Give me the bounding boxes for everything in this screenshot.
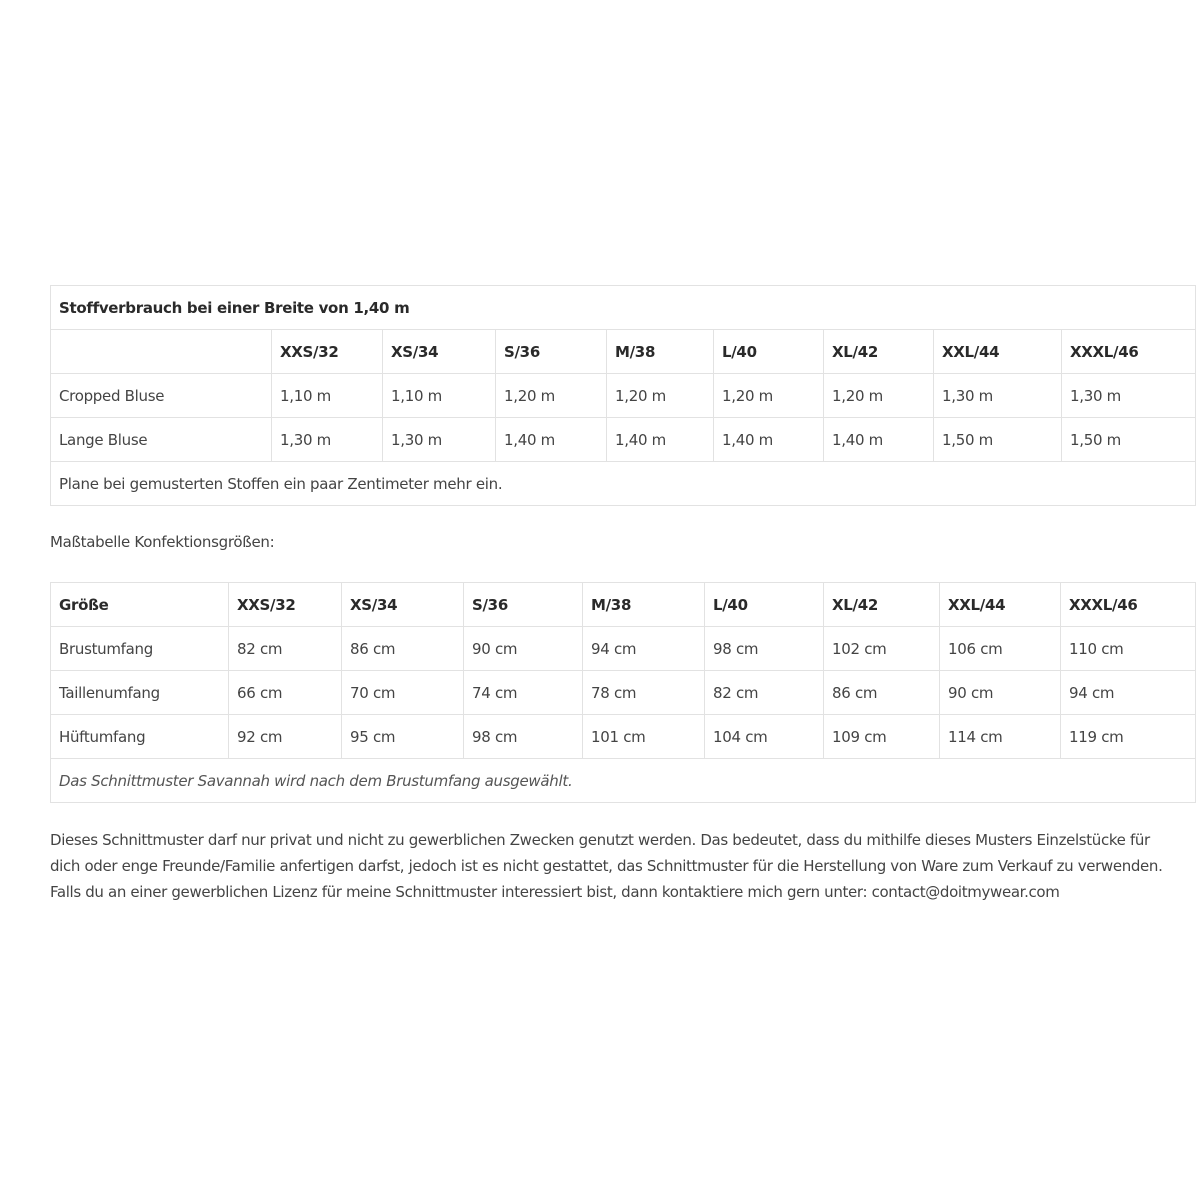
- table-cell: 78 cm: [583, 671, 705, 715]
- table-cell: 1,20 m: [496, 374, 607, 418]
- size-header-cell: XXL/44: [940, 583, 1061, 627]
- table-cell: 1,10 m: [383, 374, 496, 418]
- table-cell: 1,30 m: [272, 418, 383, 462]
- table-cell: Taillenumfang: [51, 671, 229, 715]
- table-cell: 70 cm: [342, 671, 464, 715]
- table-cell: 1,10 m: [272, 374, 383, 418]
- table-cell: 98 cm: [705, 627, 824, 671]
- table-cell: 86 cm: [342, 627, 464, 671]
- table-cell: 92 cm: [229, 715, 342, 759]
- size-header-cell: Größe: [51, 583, 229, 627]
- table-cell: 86 cm: [824, 671, 940, 715]
- table-cell: 90 cm: [464, 627, 583, 671]
- size-header-cell: M/38: [583, 583, 705, 627]
- table-cell: 82 cm: [229, 627, 342, 671]
- size-header-cell: L/40: [705, 583, 824, 627]
- table-cell: 104 cm: [705, 715, 824, 759]
- table-cell: 109 cm: [824, 715, 940, 759]
- table-cell: Cropped Bluse: [51, 374, 272, 418]
- table-row: [51, 418, 1196, 462]
- fabric-consumption-table: [50, 285, 1196, 506]
- table-cell: 1,20 m: [824, 374, 934, 418]
- table-cell: 94 cm: [1061, 671, 1196, 715]
- license-text: Dieses Schnittmuster darf nur privat und nicht zu gewerblichen Zwecken genutzt werden. Das bedeutet, dass du mithilfe dieses Musters Einzelstücke für dich oder enge Freunde/Familie anfertigen darfst, jedoch ist es nicht gestattet, das Schnittmuster für die Herstellung von Ware zum Verkauf zu verwenden. Falls du an einer gewerblichen Lizenz für meine Schnittmuster interessiert bist, dann kontaktiere mich gern unter: contact@doitmywear.com: [50, 831, 1163, 901]
- table-cell: 1,40 m: [607, 418, 714, 462]
- table-cell: 110 cm: [1061, 627, 1196, 671]
- table-cell: 82 cm: [705, 671, 824, 715]
- size-header-cell: XS/34: [342, 583, 464, 627]
- fabric-header-cell: XXXL/46: [1062, 330, 1196, 374]
- table-cell: 1,30 m: [383, 418, 496, 462]
- fabric-header-cell: XXL/44: [934, 330, 1062, 374]
- table-cell: Hüftumfang: [51, 715, 229, 759]
- table-cell: 1,50 m: [1062, 418, 1196, 462]
- table-cell: 101 cm: [583, 715, 705, 759]
- table-cell: 95 cm: [342, 715, 464, 759]
- size-header-cell: XL/42: [824, 583, 940, 627]
- fabric-header-cell: L/40: [714, 330, 824, 374]
- table-cell: Brustumfang: [51, 627, 229, 671]
- fabric-table-note-row: [51, 462, 1196, 506]
- table-cell: 1,30 m: [1062, 374, 1196, 418]
- size-table-header-row: [51, 583, 1196, 627]
- table-cell: 1,20 m: [607, 374, 714, 418]
- fabric-table-title-row: [51, 286, 1196, 330]
- table-cell: 119 cm: [1061, 715, 1196, 759]
- table-cell: 74 cm: [464, 671, 583, 715]
- size-table-note-row: [51, 759, 1196, 803]
- fabric-header-cell: XS/34: [383, 330, 496, 374]
- fabric-header-cell: S/36: [496, 330, 607, 374]
- table-cell: 1,50 m: [934, 418, 1062, 462]
- table-cell: 1,30 m: [934, 374, 1062, 418]
- table-row: [51, 374, 1196, 418]
- fabric-table-title: Stoffverbrauch bei einer Breite von 1,40 m: [51, 286, 1196, 330]
- table-cell: 98 cm: [464, 715, 583, 759]
- table-row: [51, 627, 1196, 671]
- table-cell: 1,20 m: [714, 374, 824, 418]
- size-table-caption: Maßtabelle Konfektionsgrößen:: [50, 533, 275, 551]
- table-cell: 102 cm: [824, 627, 940, 671]
- table-cell: Lange Bluse: [51, 418, 272, 462]
- table-cell: 1,40 m: [714, 418, 824, 462]
- table-cell: 66 cm: [229, 671, 342, 715]
- size-chart-table: [50, 582, 1196, 803]
- table-cell: 106 cm: [940, 627, 1061, 671]
- table-cell: 1,40 m: [824, 418, 934, 462]
- fabric-header-cell: [51, 330, 272, 374]
- table-cell: 94 cm: [583, 627, 705, 671]
- table-cell: 114 cm: [940, 715, 1061, 759]
- size-header-cell: XXS/32: [229, 583, 342, 627]
- fabric-header-cell: XL/42: [824, 330, 934, 374]
- table-row: [51, 715, 1196, 759]
- size-header-cell: XXXL/46: [1061, 583, 1196, 627]
- fabric-header-cell: M/38: [607, 330, 714, 374]
- fabric-table-header-row: [51, 330, 1196, 374]
- table-row: [51, 671, 1196, 715]
- size-table-note: Das Schnittmuster Savannah wird nach dem Brustumfang ausgewählt.: [51, 759, 1196, 803]
- size-header-cell: S/36: [464, 583, 583, 627]
- fabric-header-cell: XXS/32: [272, 330, 383, 374]
- fabric-table-note: Plane bei gemusterten Stoffen ein paar Zentimeter mehr ein.: [51, 462, 1196, 506]
- table-cell: 90 cm: [940, 671, 1061, 715]
- table-cell: 1,40 m: [496, 418, 607, 462]
